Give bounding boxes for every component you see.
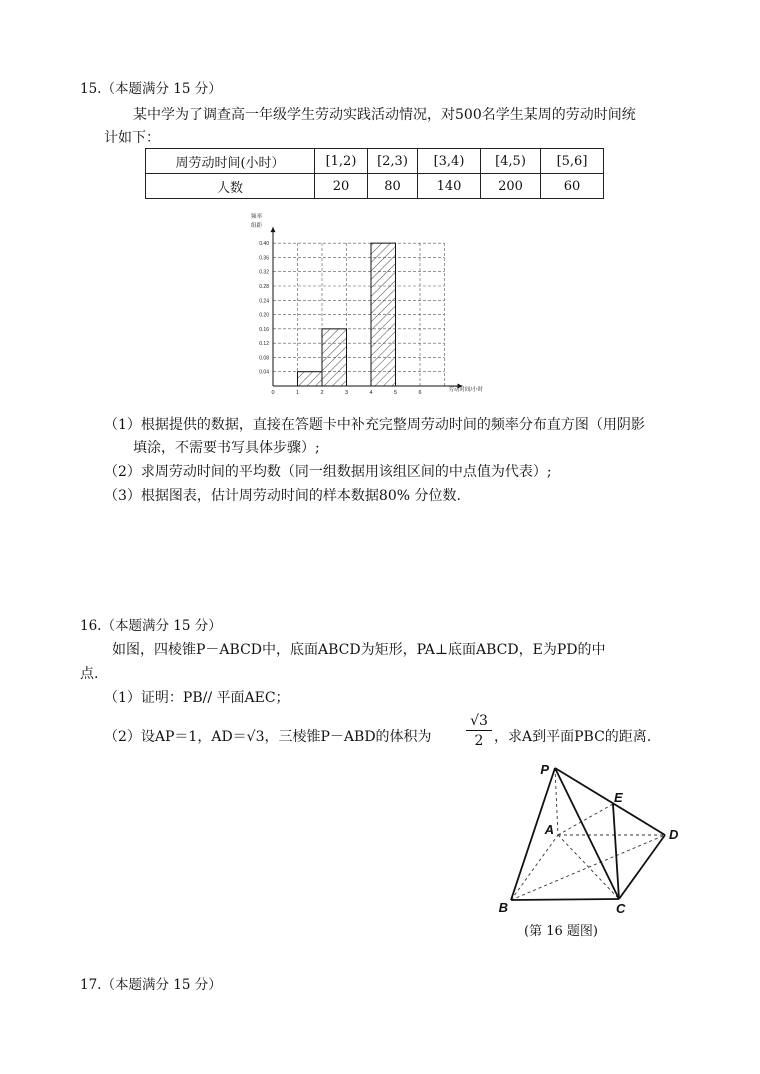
vertex-label-E: E (614, 790, 623, 805)
q15-sub3: （3）根据图表，估计周劳动时间的样本数据80% 分位数. (104, 488, 461, 504)
q15-heading: 15.（本题满分 15 分） (80, 81, 222, 97)
pyramid-figure (495, 760, 690, 920)
q15-intro-line2: 计如下： (104, 130, 160, 146)
fraction-numerator: √3 (466, 712, 492, 731)
edge-PA (555, 768, 558, 835)
histogram-bar (298, 372, 323, 386)
table-cell: [3,4) (418, 149, 481, 174)
x-axis-label: 劳动时间/小时 (448, 387, 484, 393)
edge-CD (619, 835, 665, 899)
q16-figure-caption: (第 16 题图) (524, 924, 598, 939)
q16-sub2-post: ，求A到平面PBC的距离. (494, 729, 652, 745)
y-axis-label-top: 频率 (251, 214, 263, 220)
y-tick-label: 0.20 (259, 312, 269, 319)
q16-heading: 16.（本题满分 15 分） (80, 618, 222, 634)
vertex-label-A: A (544, 822, 554, 837)
table-cell: [1,2) (315, 149, 368, 174)
table-cell: [2,3) (368, 149, 418, 174)
y-tick-label: 0.28 (259, 284, 269, 290)
histogram-bar (322, 329, 347, 386)
y-tick-label: 0.12 (259, 341, 269, 348)
table-cell: 人数 (146, 174, 315, 199)
q15-sub1-line2: 填涂，不需要书写具体步骤）; (133, 440, 320, 456)
y-tick-label: 0.32 (259, 269, 269, 276)
table-row (146, 174, 604, 199)
q16-line2: 点. (80, 666, 99, 682)
q15-sub1-line1: （1）根据提供的数据，直接在答题卡中补充完整周劳动时间的频率分布直方图（用阴影 (104, 417, 645, 433)
q15-intro-line1: 某中学为了调查高一年级学生劳动实践活动情况，对500名学生某周的劳动时间统 (133, 107, 636, 123)
histogram-bar (371, 243, 396, 386)
fraction-denominator: 2 (474, 733, 484, 749)
y-tick-label: 0.16 (259, 326, 269, 333)
x-tick-label: 5 (393, 390, 398, 396)
x-tick-label: 4 (369, 390, 373, 396)
y-tick-label: 0.08 (259, 355, 269, 362)
q16-line1: 如图，四棱锥P－ABCD中，底面ABCD为矩形，PA⊥底面ABCD，E为PD的中 (112, 642, 606, 658)
table-cell: 200 (481, 174, 541, 199)
y-tick-label: 0.24 (259, 298, 269, 305)
vertex-label-B: B (498, 900, 508, 915)
edge-BC (511, 899, 619, 900)
y-axis-arrow (271, 227, 276, 232)
table-cell: 20 (315, 174, 368, 199)
edge-EC (613, 804, 619, 899)
vertex-label-D: D (669, 827, 679, 842)
y-tick-label: 0.36 (259, 255, 269, 262)
q17-heading: 17.（本题满分 15 分） (80, 977, 222, 993)
x-tick-label: 3 (344, 390, 349, 396)
q16-volume-fraction (466, 712, 492, 751)
frequency-histogram (245, 210, 505, 400)
y-tick-label: 0.40 (259, 241, 269, 248)
table-cell: [5,6] (541, 149, 604, 174)
x-tick-label: 0 (271, 390, 275, 396)
x-tick-label: 1 (295, 390, 300, 396)
x-tick-label: 2 (320, 390, 324, 396)
table-cell: 140 (418, 174, 481, 199)
q16-sub2-pre: （2）设AP＝1，AD＝√3，三棱锥P－ABD的体积为 (104, 729, 432, 745)
q15-stat-table (145, 148, 604, 199)
table-cell: 60 (541, 174, 604, 199)
x-tick-label: 6 (418, 390, 422, 396)
vertex-label-C: C (616, 901, 626, 916)
y-axis-label-bottom: 组距 (251, 223, 263, 229)
q16-sub1: （1）证明：PB// 平面AEC； (104, 690, 290, 706)
table-cell: 周劳动时间(小时） (146, 149, 315, 174)
table-cell: [4,5) (481, 149, 541, 174)
q15-sub2: （2）求周劳动时间的平均数（同一组数据用该组区间的中点值为代表）; (104, 464, 552, 480)
table-header-row (146, 149, 604, 174)
vertex-label-P: P (540, 762, 549, 777)
y-tick-label: 0.04 (259, 369, 269, 376)
table-cell: 80 (368, 174, 418, 199)
